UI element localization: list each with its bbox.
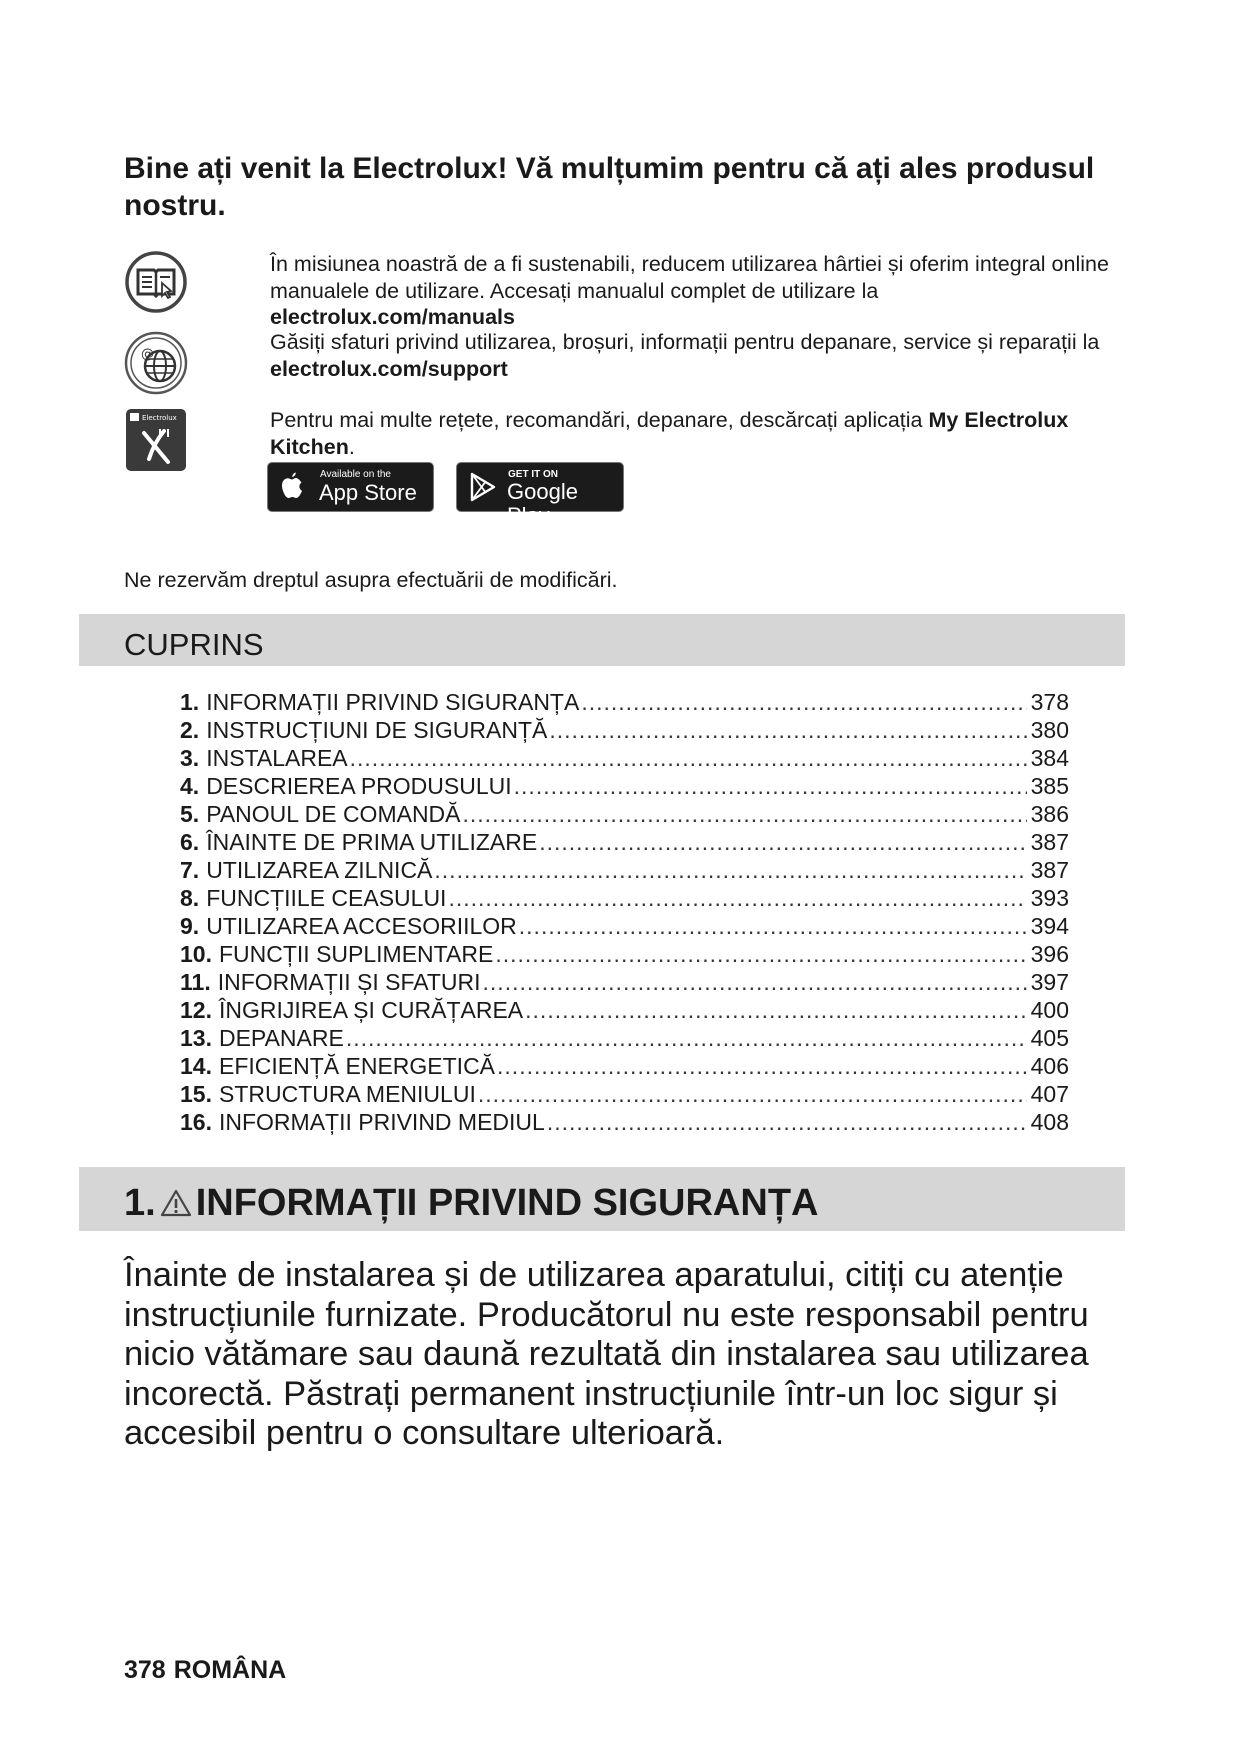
toc-item-page: 408 <box>1030 1109 1069 1135</box>
toc-item-page: 396 <box>1030 941 1069 967</box>
svg-text:@: @ <box>141 347 154 362</box>
section-number: 1. <box>124 1182 156 1224</box>
toc-item-page: 400 <box>1030 997 1069 1023</box>
apple-icon <box>280 472 304 500</box>
toc-item-label: INFORMAȚII PRIVIND MEDIUL <box>218 1109 545 1135</box>
toc-item-label: ÎNAINTE DE PRIMA UTILIZARE <box>206 829 538 855</box>
warning-icon <box>160 1188 192 1218</box>
toc-item[interactable]: 8. FUNCȚIILE CEASULUI ..... 393 <box>180 884 1069 912</box>
section-header-band <box>79 1167 1125 1231</box>
page-number: 378 <box>124 1656 166 1684</box>
toc-title: CUPRINS <box>124 627 264 662</box>
toc-item[interactable]: 3. INSTALAREA ..... 384 <box>180 744 1069 772</box>
support-link[interactable]: electrolux.com/support <box>270 356 508 381</box>
manual-book-icon <box>124 250 188 314</box>
toc-item[interactable]: 6. ÎNAINTE DE PRIMA UTILIZARE ..... 387 <box>180 828 1069 856</box>
toc-item[interactable]: 1. INFORMAȚII PRIVIND SIGURANȚA ..... 378 <box>180 688 1069 716</box>
toc-item-page: 387 <box>1030 829 1069 855</box>
toc-item-page: 386 <box>1030 801 1069 827</box>
toc-item[interactable]: 4. DESCRIEREA PRODUSULUI ..... 385 <box>180 772 1069 800</box>
toc-item-label: DEPANARE <box>218 1025 344 1051</box>
toc-item-page: 407 <box>1030 1081 1069 1107</box>
toc-item-label: UTILIZAREA ACCESORIILOR <box>206 913 517 939</box>
globe-support-icon <box>124 330 188 396</box>
google-play-badge[interactable] <box>456 462 624 528</box>
toc-item-page: 406 <box>1030 1053 1069 1079</box>
section-title <box>124 1181 818 1225</box>
toc-item-label: FUNCȚII SUPLIMENTARE <box>218 941 494 967</box>
app-store-small-text: Available on the <box>320 469 391 480</box>
page-footer <box>124 1655 286 1685</box>
toc-item-label: FUNCȚIILE CEASULUI <box>206 885 447 911</box>
toc-item[interactable]: 11. INFORMAȚII ȘI SFATURI ..... 397 <box>180 968 1069 996</box>
app-name: My Electrolux Kitchen <box>270 408 1069 459</box>
toc-item-label: ÎNGRIJIREA ȘI CURĂȚAREA <box>218 997 524 1023</box>
toc-item-label: INFORMAȚII ȘI SFATURI <box>217 969 481 995</box>
toc-item[interactable]: 12. ÎNGRIJIREA ȘI CURĂȚAREA ..... 400 <box>180 996 1069 1024</box>
manuals-paragraph <box>270 251 1130 331</box>
support-paragraph <box>270 329 1130 382</box>
google-play-big-text: Google Play <box>507 479 578 528</box>
support-text: Găsiți sfaturi privind utilizarea, broșuri, informații pentru depanare, service și reparații la <box>270 330 1100 354</box>
table-of-contents <box>180 688 1069 1136</box>
toc-item-label: INSTRUCȚIUNI DE SIGURANȚĂ <box>206 717 548 743</box>
toc-item[interactable]: 10. FUNCȚII SUPLIMENTARE ..... 396 <box>180 940 1069 968</box>
toc-item-label: UTILIZAREA ZILNICĂ <box>206 857 433 883</box>
toc-header-band <box>79 614 1125 666</box>
app-store-badge[interactable] <box>267 462 434 512</box>
toc-item-page: 397 <box>1030 969 1069 995</box>
toc-item-label: DESCRIEREA PRODUSULUI <box>206 773 512 799</box>
reserve-notice: Ne rezervăm dreptul asupra efectuării de modificări. <box>124 568 618 592</box>
manuals-text: În misiunea noastră de a fi sustenabili, reducem utilizarea hârtiei și oferim integral online manualele de utilizare. Accesați manualul complet de utilizare la <box>270 252 1109 303</box>
toc-item-label: INFORMAȚII PRIVIND SIGURANȚA <box>206 689 580 715</box>
toc-item[interactable]: 7. UTILIZAREA ZILNICĂ ..... 387 <box>180 856 1069 884</box>
toc-item-page: 405 <box>1030 1025 1069 1051</box>
toc-item-label: EFICIENȚĂ ENERGETICĂ <box>218 1053 496 1079</box>
toc-item[interactable]: 13. DEPANARE ..... 405 <box>180 1024 1069 1052</box>
toc-item-page: 387 <box>1030 857 1069 883</box>
welcome-heading: Bine ați venit la Electrolux! Vă mulțumim pentru că ați ales produsul nostru. <box>124 152 1095 222</box>
toc-item-page: 384 <box>1030 745 1069 771</box>
toc-item-page: 394 <box>1030 913 1069 939</box>
safety-intro-paragraph: Înainte de instalarea și de utilizarea aparatului, citiți cu atenție instrucțiunile furnizate. Producătorul nu este responsabil pentru nicio vătămare sau daună rezultată din instalarea sau utilizarea incorectă. Păstrați permanent instrucțiunile într-un loc sigur și accesibil pentru o consultare ulterioară. <box>124 1256 1089 1452</box>
toc-item[interactable]: 5. PANOUL DE COMANDĂ ..... 386 <box>180 800 1069 828</box>
toc-item-label: INSTALAREA <box>206 745 348 771</box>
toc-item[interactable]: 16. INFORMAȚII PRIVIND MEDIUL ..... 408 <box>180 1108 1069 1136</box>
svg-text:Electrolux: Electrolux <box>142 414 177 422</box>
electrolux-kitchen-app-icon <box>124 407 188 473</box>
toc-item[interactable]: 2. INSTRUCȚIUNI DE SIGURANȚĂ ..... 380 <box>180 716 1069 744</box>
toc-item-label: PANOUL DE COMANDĂ <box>206 801 461 827</box>
manuals-link[interactable]: electrolux.com/manuals <box>270 305 515 329</box>
google-play-icon <box>469 472 497 502</box>
footer-language: ROMÂNA <box>173 1656 287 1684</box>
toc-item[interactable]: 9. UTILIZAREA ACCESORIILOR ..... 394 <box>180 912 1069 940</box>
app-text: Pentru mai multe rețete, recomandări, depanare, descărcați aplicația <box>270 408 923 432</box>
section-title-text: INFORMAȚII PRIVIND SIGURANȚA <box>195 1182 819 1224</box>
toc-item-page: 380 <box>1030 717 1069 743</box>
toc-item-page: 378 <box>1030 689 1069 715</box>
google-play-small-text: GET IT ON <box>508 469 558 480</box>
toc-item-page: 393 <box>1030 885 1069 911</box>
app-paragraph: Pentru mai multe rețete, recomandări, depanare, descărcați aplicația My Electrolux Kitchen. <box>270 408 1069 459</box>
toc-item-label: STRUCTURA MENIULUI <box>218 1081 476 1107</box>
toc-item[interactable]: 14. EFICIENȚĂ ENERGETICĂ ..... 406 <box>180 1052 1069 1080</box>
toc-item-page: 385 <box>1030 773 1069 799</box>
app-store-big-text: App Store <box>319 480 417 505</box>
toc-item[interactable]: 15. STRUCTURA MENIULUI ..... 407 <box>180 1080 1069 1108</box>
